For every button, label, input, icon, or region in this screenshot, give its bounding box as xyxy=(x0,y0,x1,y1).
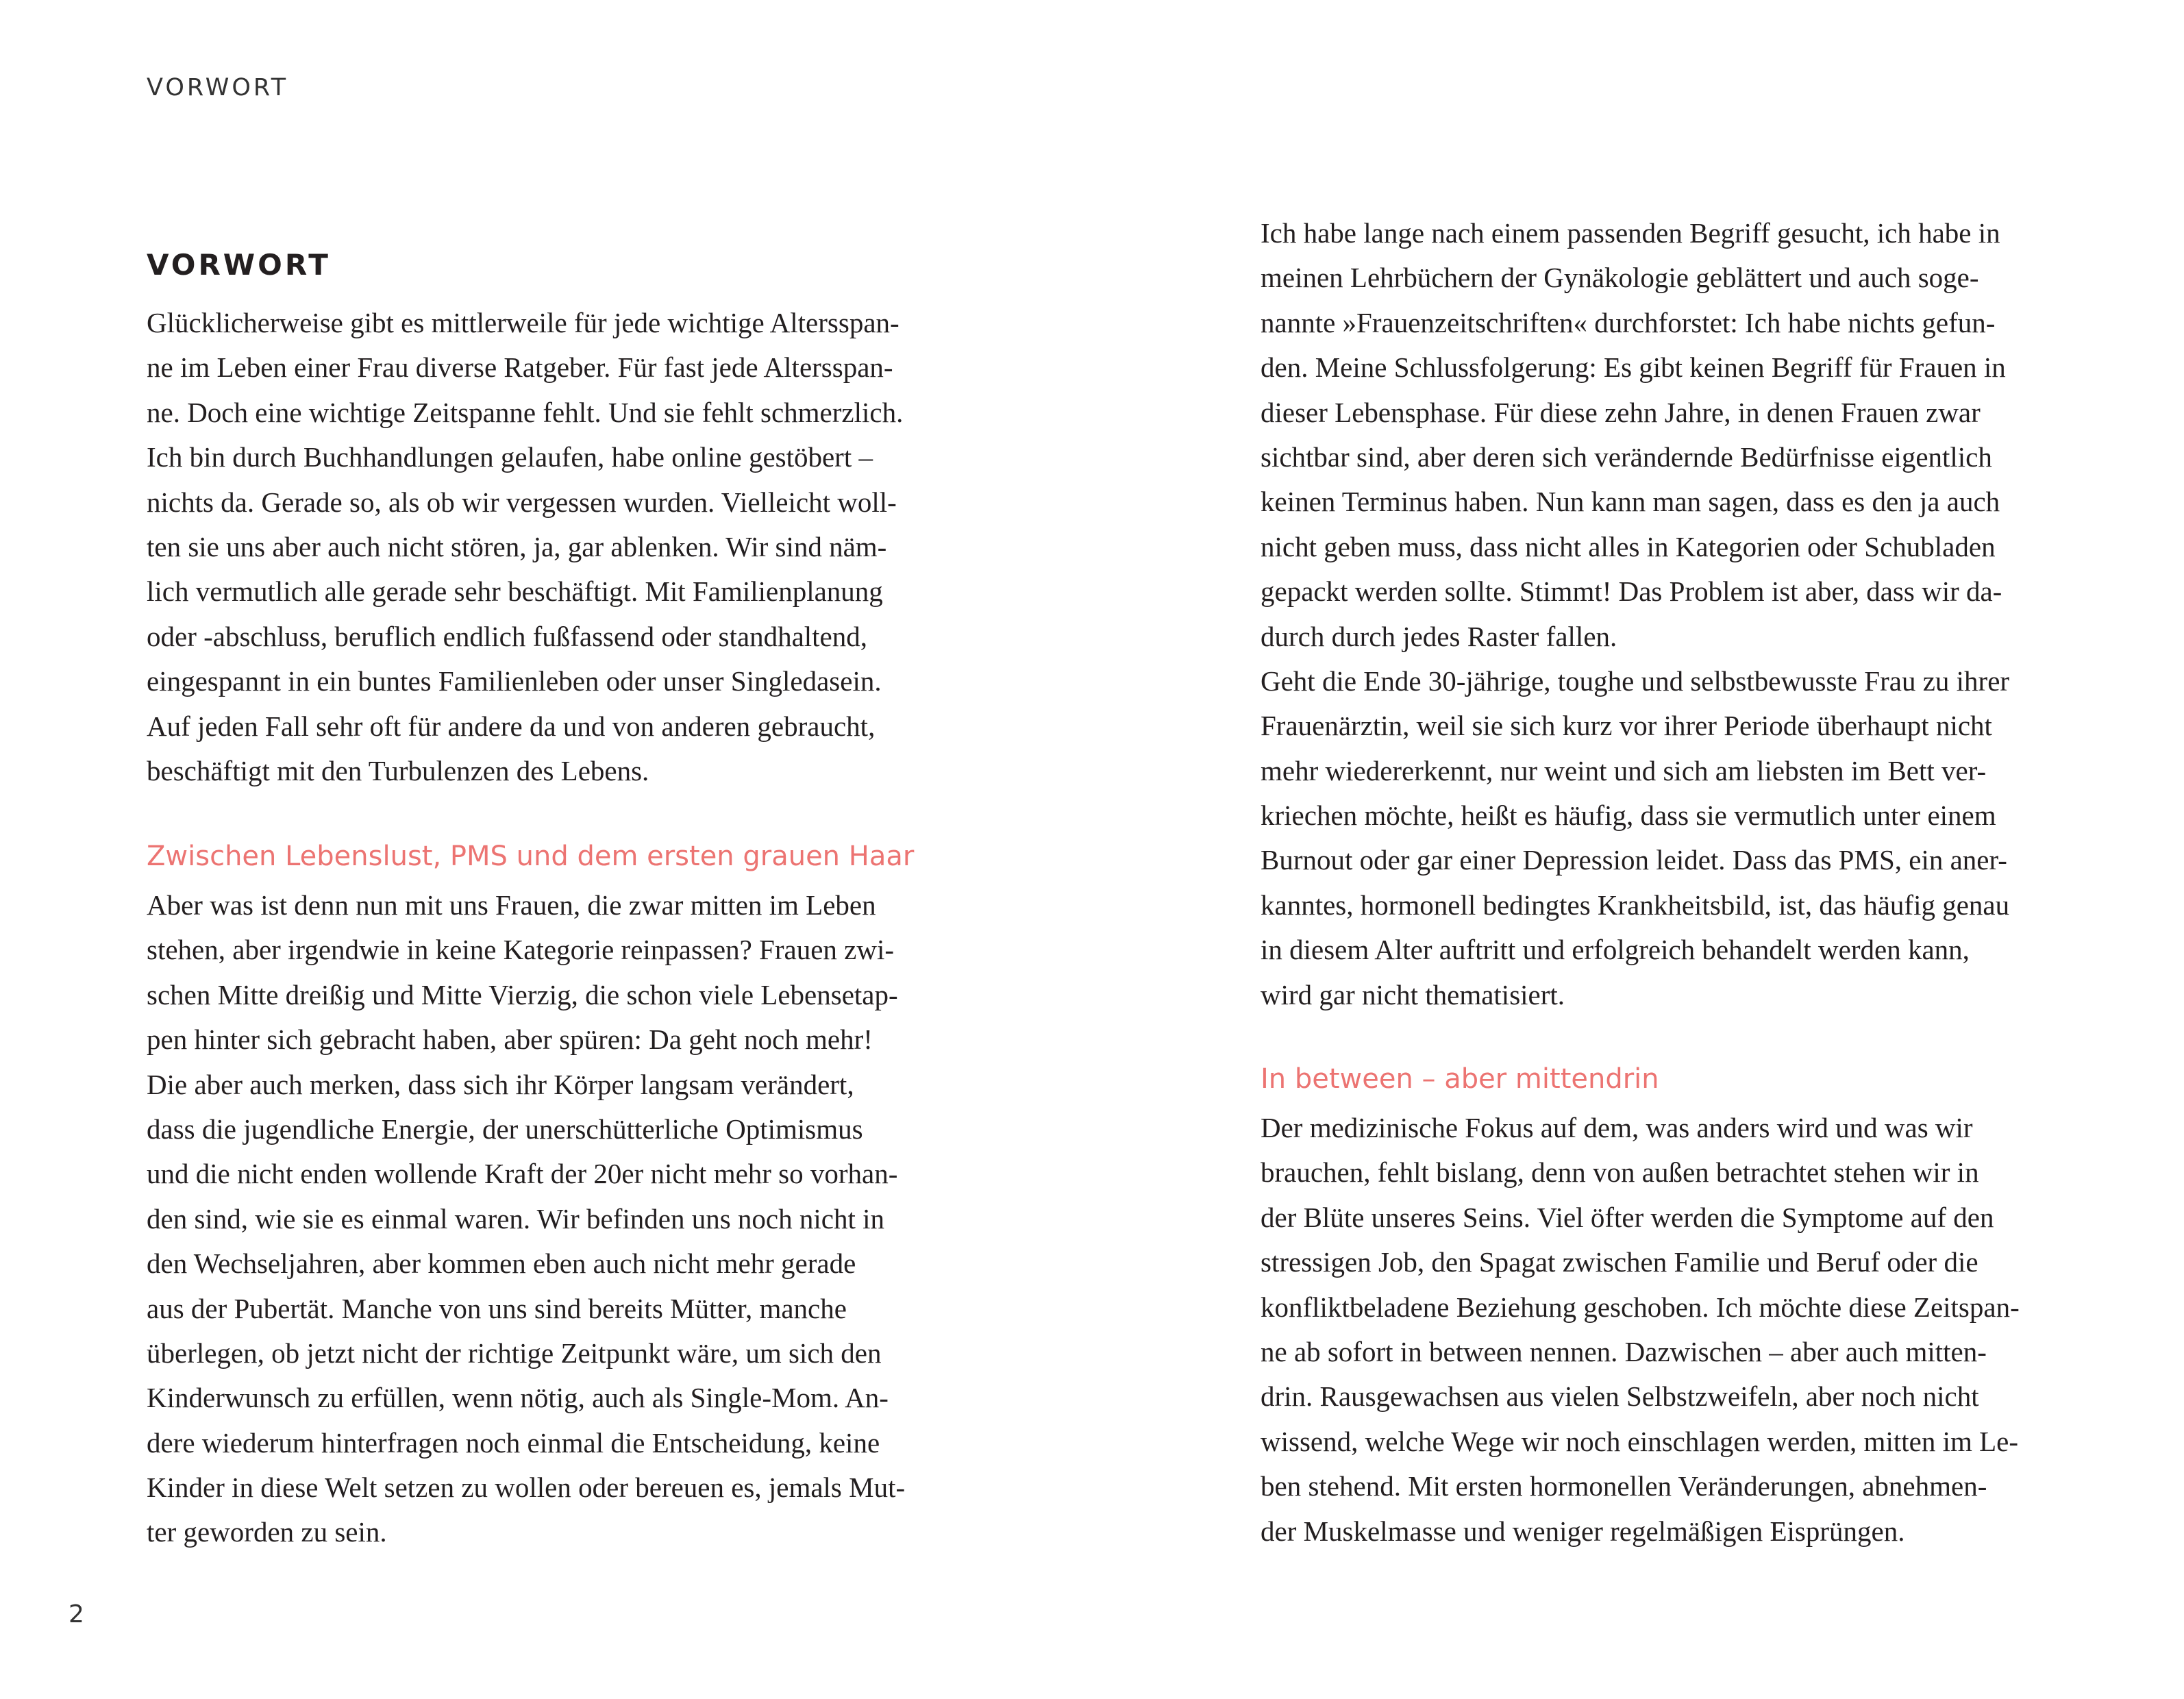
text-line: brauchen, fehlt bislang, denn von außen betrachtet stehen wir in xyxy=(1261,1156,1979,1189)
text-line: wissend, welche Wege wir noch einschlagen werden, mitten im Le- xyxy=(1261,1425,2018,1457)
text-line: ne. Doch eine wichtige Zeitspanne fehlt. Und sie fehlt schmerzlich. xyxy=(147,396,904,428)
text-line: stehen, aber irgendwie in keine Kategorie reinpassen? Frauen zwi- xyxy=(147,934,895,966)
text-line: keinen Terminus haben. Nun kann man sagen, dass es den ja auch xyxy=(1261,486,2000,518)
left-paragraph-2 xyxy=(147,883,905,1555)
text-line: meinen Lehrbüchern der Gynäkologie geblättert und auch soge- xyxy=(1261,262,1979,294)
text-line: den sind, wie sie es einmal waren. Wir befinden uns noch nicht in xyxy=(147,1202,884,1235)
text-line: Auf jeden Fall sehr oft für andere da und von anderen gebraucht, xyxy=(147,710,876,742)
text-line: schen Mitte dreißig und Mitte Vierzig, die schon viele Lebensetap- xyxy=(147,978,898,1010)
text-line: ne im Leben einer Frau diverse Ratgeber. Für fast jede Altersspan- xyxy=(147,351,893,384)
left-paragraph-1 xyxy=(147,301,903,793)
text-line: mehr wiedererkennt, nur weint und sich am liebsten im Bett ver- xyxy=(1261,754,1987,786)
text-line: dieser Lebensphase. Für diese zehn Jahre, in denen Frauen zwar xyxy=(1261,396,1981,428)
text-line: ter geworden zu sein. xyxy=(147,1516,387,1548)
text-line: Ich habe lange nach einem passenden Begriff gesucht, ich habe in xyxy=(1261,217,2000,249)
text-line: Aber was ist denn nun mit uns Frauen, die zwar mitten im Leben xyxy=(147,889,876,921)
text-line: Der medizinische Fokus auf dem, was anders wird und was wir xyxy=(1261,1112,1973,1143)
chapter-title: VORWORT xyxy=(147,248,331,282)
right-paragraph-1 xyxy=(1261,211,2009,1017)
text-line: ne ab sofort in between nennen. Dazwischen – aber auch mitten- xyxy=(1261,1335,1987,1367)
text-line: dere wiederum hinterfragen noch einmal die Entscheidung, keine xyxy=(147,1426,880,1459)
text-line: beschäftigt mit den Turbulenzen des Lebens. xyxy=(147,754,649,786)
text-line: und die nicht enden wollende Kraft der 20er nicht mehr so vorhan- xyxy=(147,1158,898,1190)
text-line: sichtbar sind, aber deren sich verändernde Bedürfnisse eigentlich xyxy=(1261,441,1992,473)
text-line: den. Meine Schlussfolgerung: Es gibt keinen Begriff für Frauen in xyxy=(1261,351,2006,384)
right-subheading: In between – aber mittendrin xyxy=(1261,1063,1659,1095)
text-line: nannte »Frauenzeitschriften« durchforstet: Ich habe nichts gefun- xyxy=(1261,306,1996,338)
text-line: Glücklicherweise gibt es mittlerweile für jede wichtige Altersspan- xyxy=(147,307,899,338)
text-line: Geht die Ende 30-jährige, toughe und selbstbewusste Frau zu ihrer xyxy=(1261,665,2010,697)
text-line: der Blüte unseres Seins. Viel öfter werden die Symptome auf den xyxy=(1261,1201,1994,1233)
text-line: pen hinter sich gebracht haben, aber spüren: Da geht noch mehr! xyxy=(147,1024,873,1056)
text-line: kanntes, hormonell bedingtes Krankheitsbild, ist, das häufig genau xyxy=(1261,889,2010,921)
text-line: nichts da. Gerade so, als ob wir vergessen wurden. Vielleicht woll- xyxy=(147,486,897,518)
text-line: gepackt werden sollte. Stimmt! Das Problem ist aber, dass wir da- xyxy=(1261,575,2002,608)
text-line: der Muskelmasse und weniger regelmäßigen Eisprüngen. xyxy=(1261,1515,1905,1547)
page-number: 2 xyxy=(69,1600,84,1628)
running-header: VORWORT xyxy=(147,74,289,101)
text-line: Kinderwunsch zu erfüllen, wenn nötig, auch als Single-Mom. An- xyxy=(147,1382,889,1414)
text-line: nicht geben muss, dass nicht alles in Kategorien oder Schubladen xyxy=(1261,530,1996,562)
text-line: drin. Rausgewachsen aus vielen Selbstzweifeln, aber noch nicht xyxy=(1261,1380,1979,1413)
text-line: wird gar nicht thematisiert. xyxy=(1261,978,1565,1010)
text-line: den Wechseljahren, aber kommen eben auch nicht mehr gerade xyxy=(147,1248,856,1280)
text-line: in diesem Alter auftritt und erfolgreich behandelt werden kann, xyxy=(1261,934,1970,966)
text-line: überlegen, ob jetzt nicht der richtige Zeitpunkt wäre, um sich den xyxy=(147,1337,882,1369)
text-line: Die aber auch merken, dass sich ihr Körper langsam verändert, xyxy=(147,1068,854,1100)
text-line: aus der Pubertät. Manche von uns sind bereits Mütter, manche xyxy=(147,1292,847,1324)
text-line: konfliktbeladene Beziehung geschoben. Ich möchte diese Zeitspan- xyxy=(1261,1291,2020,1323)
text-line: durch durch jedes Raster fallen. xyxy=(1261,620,1617,652)
text-line: oder -abschluss, beruflich endlich fußfassend oder standhaltend, xyxy=(147,620,868,652)
text-line: dass die jugendliche Energie, der unerschütterliche Optimismus xyxy=(147,1113,863,1145)
left-subheading: Zwischen Lebenslust, PMS und dem ersten grauen Haar xyxy=(147,841,915,872)
text-line: stressigen Job, den Spagat zwischen Familie und Beruf oder die xyxy=(1261,1246,1978,1278)
text-line: Ich bin durch Buchhandlungen gelaufen, habe online gestöbert – xyxy=(147,441,873,473)
text-line: lich vermutlich alle gerade sehr beschäftigt. Mit Familienplanung xyxy=(147,575,883,608)
text-line: eingespannt in ein buntes Familienleben oder unser Singledasein. xyxy=(147,665,882,697)
text-line: Frauenärztin, weil sie sich kurz vor ihrer Periode überhaupt nicht xyxy=(1261,710,1992,742)
text-line: Burnout oder gar einer Depression leidet. Dass das PMS, ein aner- xyxy=(1261,844,2007,876)
text-line: Kinder in diese Welt setzen zu wollen oder bereuen es, jemals Mut- xyxy=(147,1472,906,1504)
text-line: ten sie uns aber auch nicht stören, ja, gar ablenken. Wir sind näm- xyxy=(147,530,887,562)
text-line: ben stehend. Mit ersten hormonellen Veränderungen, abnehmen- xyxy=(1261,1470,1987,1502)
text-line: kriechen möchte, heißt es häufig, dass sie vermutlich unter einem xyxy=(1261,799,1996,832)
right-paragraph-2 xyxy=(1261,1106,2020,1554)
